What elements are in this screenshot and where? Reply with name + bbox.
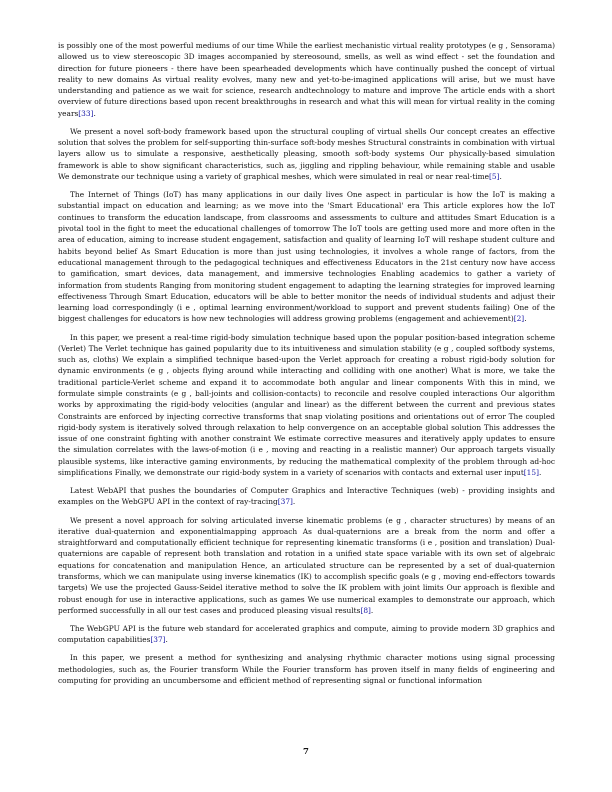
- paragraph-text: In this paper, we present a method for synthesizing and analysing rhythmic character motions using signal processing methodologies, such as, the Fourier transform While the Fourier transform has proven itself in many fields of engineering and computing for providing an uncumbersome and efficient method of representing signal or functional information: [58, 653, 555, 686]
- page-body: [58, 40, 555, 693]
- page-number: 7: [303, 747, 309, 757]
- citation-link[interactable]: [33]: [78, 108, 94, 118]
- paragraph-end: .: [370, 605, 374, 615]
- paragraph-6: [58, 515, 555, 617]
- paragraph-end: .: [292, 497, 296, 507]
- citation-link[interactable]: [37]: [277, 497, 293, 507]
- paragraph-end: .: [165, 635, 168, 645]
- paragraph-3: [58, 189, 555, 325]
- paragraph-2: [58, 126, 555, 182]
- paragraph-7: [58, 623, 555, 646]
- paragraph-text: We present a novel soft-body framework based upon the structural coupling of virtual shells Our concept creates an effective solution that solves the problem for self-supporting thin-surface soft-body meshes Structural constraints in combination with virtual layers allow us to simulate a responsive, aesthetically pleasing, smooth soft-body systems Our physically-based simulation framework is able to show significant characteristics, such as, jiggling and rippling behaviour, while remaining stable and usable We demonstrate our technique using a variety of graphical meshes, which were simulated in real or near real-time: [58, 126, 555, 182]
- paragraph-1: [58, 40, 555, 119]
- citation-link[interactable]: [5]: [489, 172, 500, 182]
- paragraph-text: The Internet of Things (IoT) has many applications in our daily lives One aspect in particular is how the IoT is making a substantial impact on education and learning; as we move into the 'Smart Educational' era This article explores how the IoT continues to transform the education landscape, from classrooms and assessments to culture and attitudes Smart Education is a pivotal tool in the fight to meet the educational challenges of tomorrow The IoT tools are getting used more and more often in the area of education, aiming to increase student engagement, satisfaction and quality of learning IoT will reshape student culture and habits beyond belief As Smart Education is more than just using technologies, it involves a whole range of factors, from the educational management through to the pedagogical techniques and effectiveness Educators in the 21st century now have access to gamification, smart devices, data management, and immersive technologies Enabling academics to gather a variety of information from students Ranging from monitoring student engagement to adapting the learning strategies for improved learning effectiveness Through Smart Education, educators will be able to better monitor the needs of individual students and adjust their learning load correspondingly (i e , optimal learning environment/workload to support and prevent students failing) One of the biggest challenges for educators is how new technologies will address growing problems (engagement and achievement): [58, 190, 555, 324]
- paragraph-end: .: [499, 172, 502, 182]
- paragraph-end: .: [93, 108, 96, 118]
- citation-link[interactable]: [15]: [523, 468, 539, 478]
- citation-link[interactable]: [8]: [360, 605, 371, 615]
- citation-link[interactable]: [2]: [513, 314, 525, 324]
- paragraph-text: Latest WebAPI that pushes the boundaries of Computer Graphics and Interactive Techniques (web) - providing insights and examples on the WebGPU API in the context of ray-tracing: [58, 486, 555, 507]
- paragraph-end: .: [538, 468, 542, 478]
- paragraph-text: is possibly one of the most powerful mediums of our time While the earliest mechanistic virtual reality prototypes (e g , Sensorama) allowed us to view stereoscopic 3D images accompanied by stereosound, smells, as well as wind effect - set the foundation and direction for future pioneers - there have been spearheaded developments which have continually pushed the concept of virtual reality to new domains As virtual reality evolves, many new and yet-to-be-imagined applications will arise, but we must have understanding and patience as we wait for science, research andtechnology to mature and improve The article ends with a short overview of future directions based upon recent breakthroughs in research and what this will mean for virtual reality in the coming years: [58, 41, 555, 118]
- paragraph-text: The WebGPU API is the future web standard for accelerated graphics and compute, aiming to provide modern 3D graphics and computation capabilities: [58, 624, 555, 645]
- citation-link[interactable]: [37]: [150, 635, 166, 645]
- paragraph-4: [58, 332, 555, 479]
- paragraph-end: .: [524, 314, 527, 324]
- paragraph-text: We present a novel approach for solving articulated inverse kinematic problems (e g , character structures) by means of an iterative dual-quaternion and exponentialmapping approach As dual-quaternions are a break from the norm and offer a straightforward and computationally efficient technique for representing kinematic transforms (i e , position and translation) Dual-quaternions are capable of represent both translation and rotation in a unified state space variable with its own set of algebraic equations for concatenation and manipulation Hence, an articulated structure can be represented by a set of dual-quaternion transforms, which we can manipulate using inverse kinematics (IK) to accomplish specific goals (e g , moving end-effectors towards targets) We use the projected Gauss-Seidel iterative method to solve the IK problem with joint limits Our approach is flexible and robust enough for use in interactive applications, such as games We use numerical examples to demonstrate our approach, which performed successfully in all our test cases and produced pleasing visual results: [58, 515, 555, 615]
- paragraph-5: [58, 485, 555, 508]
- paragraph-8: [58, 652, 555, 686]
- paragraph-text: In this paper, we present a real-time rigid-body simulation technique based upon the popular position-based integration scheme (Verlet) The Verlet technique has gained popularity due to its intuitiveness and simulation stability (e g , coupled softbody systems, such as, cloths) We explain a simplified technique based-upon the Verlet approach for creating a robust rigid-body solution for dynamic environments (e g , objects flying around while interacting and colliding with one another) What is more, we take the traditional particle-Verlet scheme and expand it to accommodate both angular and linear components With this in mind, we formulate simple constraints (e g , ball-joints and collision-contacts) to reconcile and resolve coupled interactions Our algorithm works by approximating the rigid-body velocities (angular and linear) as the different between the current and previous states Constraints are enforced by injecting corrective transforms that snap violating positions and orientations out of error The coupled rigid-body system is iteratively solved through relaxation to help convergence on an acceptable global solution This addresses the issue of one constraint fighting with another constraint We estimate corrective measures and iteratively apply updates to ensure the simulation correlates with the laws-of-motion (i e , moving and reacting in a realistic manner) Our approach targets visually plausible systems, like interactive gaming environments, by reducing the mathematical complexity of the problem through ad-hoc simplifications Finally, we demonstrate our rigid-body system in a variety of scenarios with contacts and external user input: [58, 332, 555, 478]
